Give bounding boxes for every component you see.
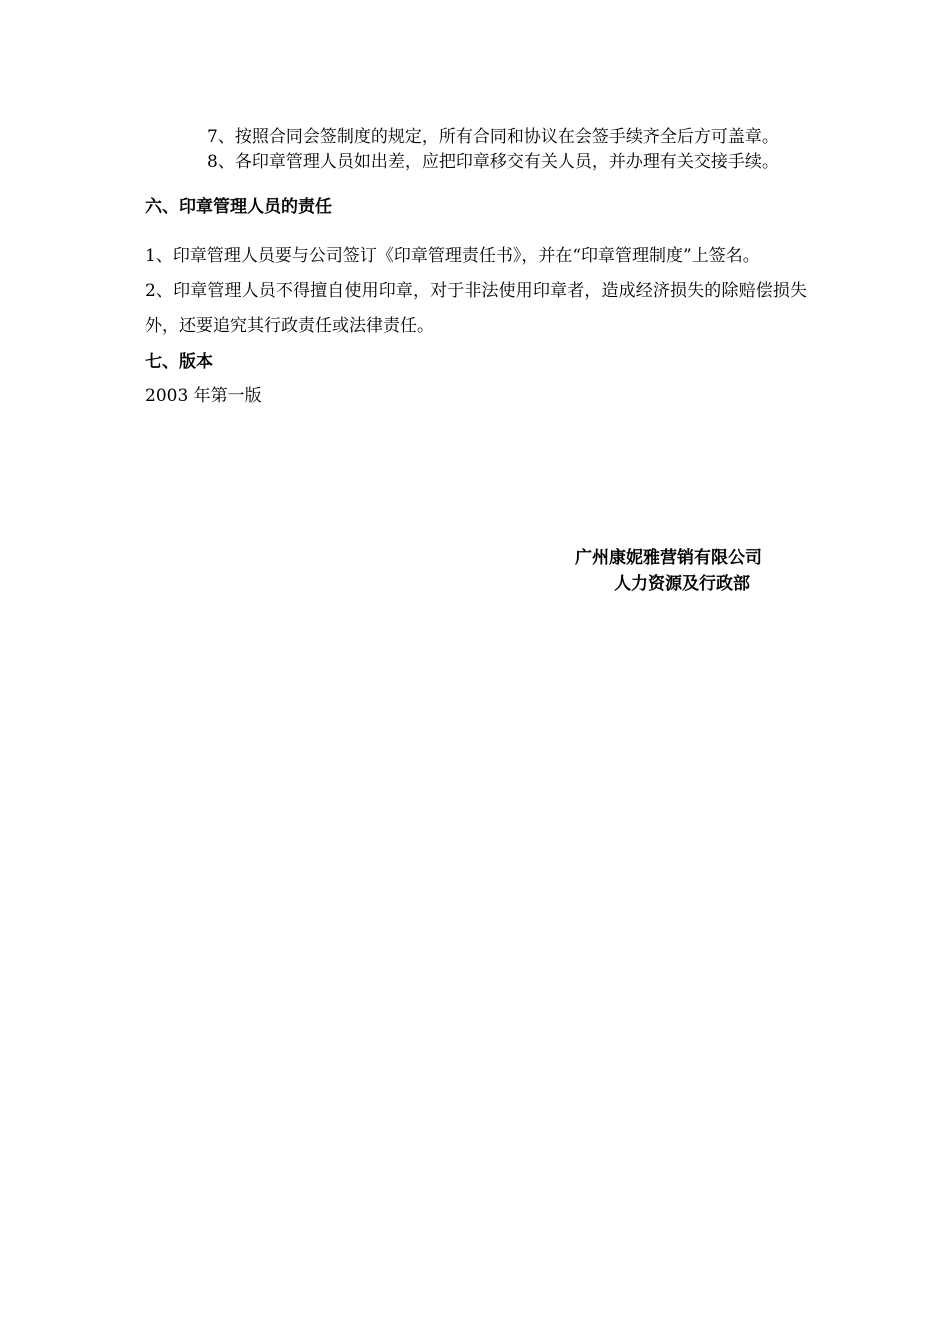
clause-7: 7、按照合同会签制度的规定，所有合同和协议在会签手续齐全后方可盖章。 (207, 127, 779, 147)
section-6-heading: 六、印章管理人员的责任 (145, 197, 332, 217)
document-body (145, 125, 807, 408)
section-6-item-2: 2、印章管理人员不得擅自使用印章，对于非法使用印章者，造成经济损失的除赔偿损失外，还要追究其行政责任或法律责任。 (145, 281, 807, 336)
version-text: 2003 年第一版 (145, 386, 262, 406)
signature-department: 人力资源及行政部 (614, 574, 750, 594)
signature-company: 广州康妮雅营销有限公司 (575, 548, 762, 568)
section-6-item-1: 1、印章管理人员要与公司签订《印章管理责任书》，并在“印章管理制度”上签名。 (145, 246, 760, 266)
clause-8: 8、各印章管理人员如出差，应把印章移交有关人员，并办理有关交接手续。 (207, 152, 779, 172)
section-7-heading: 七、版本 (145, 352, 213, 372)
